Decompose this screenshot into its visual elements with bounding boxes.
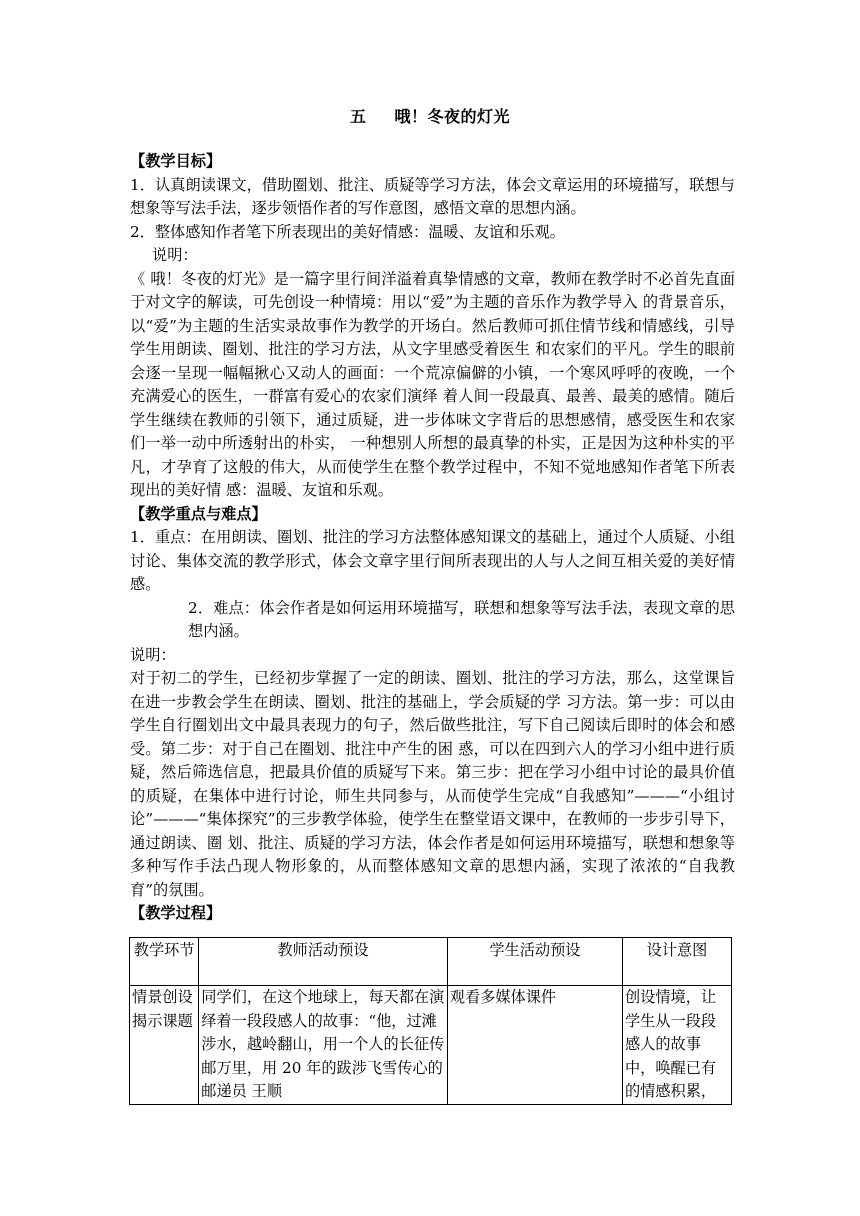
section-heading-key-points: 【教学重点与难点】 bbox=[130, 504, 267, 523]
cell-stage: 情景创设揭示课题 bbox=[130, 986, 199, 1105]
cell-design-intent: 创设情境，让学生从一段段感人的故事中，唤醒已有的情感积累， bbox=[622, 986, 731, 1105]
page-title bbox=[0, 104, 860, 127]
header-teacher-activity: 教师活动预设 bbox=[199, 938, 448, 986]
document-body bbox=[130, 150, 735, 926]
title-number: 五 bbox=[349, 107, 367, 126]
table-header-row bbox=[130, 938, 732, 986]
key-point-2 bbox=[130, 597, 735, 644]
section-heading-goals: 【教学目标】 bbox=[130, 152, 222, 170]
header-design-intent: 设计意图 bbox=[622, 938, 731, 986]
lesson-plan-table bbox=[129, 937, 732, 1105]
cell-teacher-activity: 同学们，在这个地球上，每天都在演绎着一段段感人的故事：“他，过滩涉水，越岭翻山，用一个人的长征传邮万里，用 20 年的跋涉飞雪传心的邮递员 王顺 bbox=[199, 986, 448, 1105]
header-stage: 教学环节 bbox=[130, 938, 199, 986]
key-point-2-text: 2．难点：体会作者是如何运用环境描写，联想和想象等写法手法，表现文章的思想内涵。 bbox=[188, 598, 735, 640]
goal-item-2: 2．整体感知作者笔下所表现出的美好情感：温暖、友谊和乐观。 bbox=[130, 222, 565, 241]
key-note-label: 说明： bbox=[130, 645, 176, 664]
key-point-1: 1．重点：在用朗读、圈划、批注的学习方法整体感知课文的基础上，通过个人质疑、小组讨论、集体交流的教学形式，体会文章字里行间所表现出的人与人之间互相关爱的美好情感。 bbox=[130, 528, 735, 593]
goals-note-paragraph: 《 哦！冬夜的灯光》是一篇字里行间洋溢着真挚情感的文章，教师在教学时不必首先直面于对文字的解读，可先创设一种情境：用以“爱”为主题的音乐作为教学导入 的背景音乐，以“爱”为主题的生活实录故事作为教学的开场白。然后教师可抓住情节线和情感线，引导学生用朗读、圈划、批注的学习方法，从文字里感受着医生 和农家们的平凡。学生的眼前会逐一呈现一幅幅揪心又动人的画面：一个荒凉偏僻的小镇，一个寒风呼呼的夜晚，一个充满爱心的医生，一群富有爱心的农家们演绎 着人间一段最真、最善、最美的感情。随后学生继续在教师的引领下，通过质疑，进一步体味文字背后的思想感情，感受医生和农家们一举一动中所透射出的朴实， 一种想别人所想的最真挚的朴实，正是因为这种朴实的平凡，才孕育了这般的伟大，从而使学生在整个教学过程中，不知不觉地感知作者笔下所表现出的美好情 感：温暖、友谊和乐观。 bbox=[130, 269, 735, 499]
table-row bbox=[130, 986, 732, 1105]
key-note-paragraph: 对于初二的学生，已经初步掌握了一定的朗读、圈划、批注的学习方法，那么，这堂课旨在进一步教会学生在朗读、圈划、批注的基础上，学会质疑的学 习方法。第一步：可以由学生自行圈划出文中最具表现力的句子，然后做些批注，写下自己阅读后即时的体会和感受。第二步：对于自己在圈划、批注中产生的困 惑，可以在四到六人的学习小组中进行质疑，然后筛选信息，把最具价值的质疑写下来。第三步：把在学习小组中讨论的最具价值的质疑，在集体中进行讨论，师生共同参与，从而使学生完成“自我感知”———“小组讨论”———“集体探究”的三步教学体验，使学生在整堂语文课中，在教师的一步步引导下，通过朗读、圈 划、批注、质疑的学习方法，体会作者是如何运用环境描写，联想和想象等多种写作手法凸现人物形象的，从而整体感知文章的思想内涵，实现了浓浓的“自我教 育”的氛围。 bbox=[130, 669, 735, 899]
cell-student-activity: 观看多媒体课件 bbox=[447, 986, 622, 1105]
header-student-activity: 学生活动预设 bbox=[447, 938, 622, 986]
title-text: 哦！冬夜的灯光 bbox=[394, 107, 511, 126]
goal-item-1: 1．认真朗读课文，借助圈划、批注、质疑等学习方法，体会文章运用的环境描写，联想与想象等写法手法，逐步领悟作者的写作意图，感悟文章的思想内涵。 bbox=[130, 175, 735, 217]
section-heading-process: 【教学过程】 bbox=[130, 904, 222, 922]
goals-note-label: 说明： bbox=[152, 246, 198, 264]
